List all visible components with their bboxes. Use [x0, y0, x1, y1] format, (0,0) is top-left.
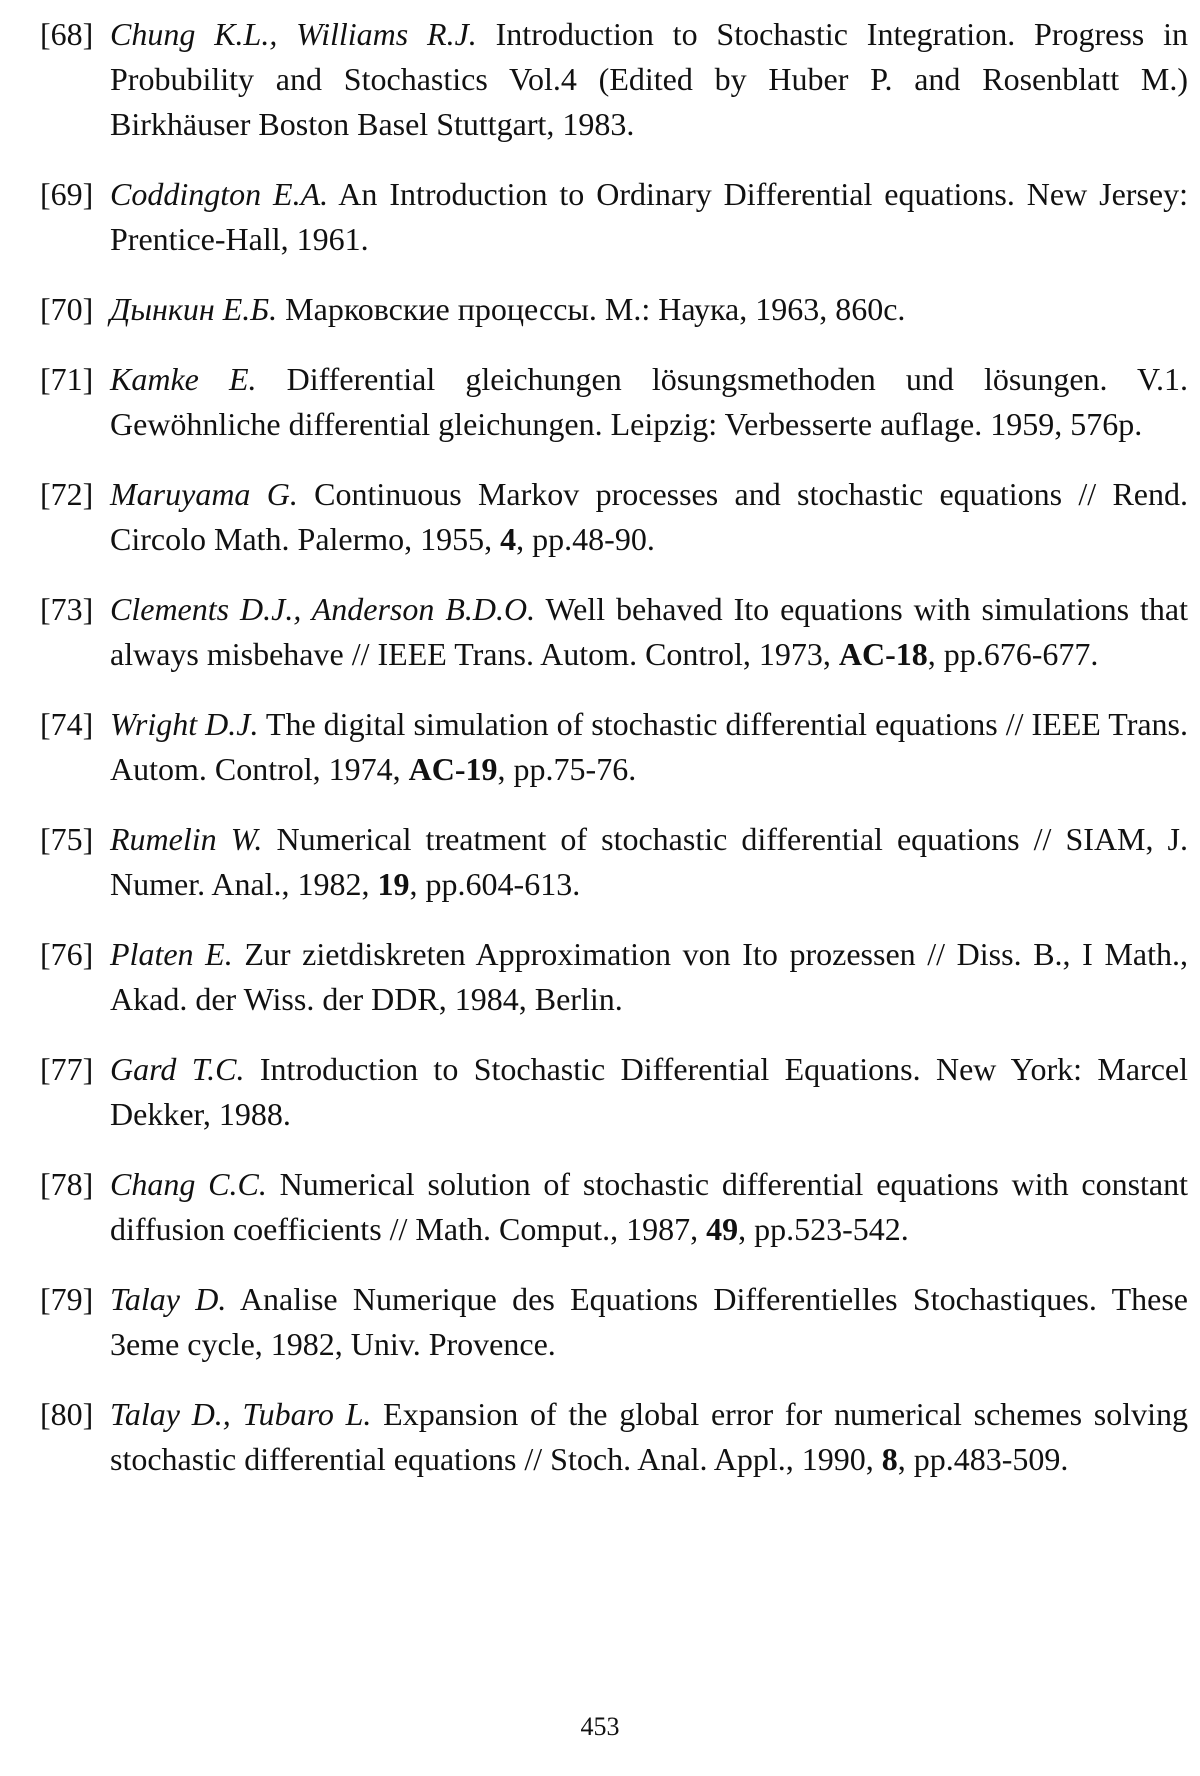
reference-item [40, 1047, 1188, 1137]
reference-authors: Gard T.C. [110, 1051, 245, 1087]
reference-number: [76] [40, 936, 94, 972]
reference-number: [78] [40, 1166, 94, 1202]
reference-pages: , pp.676-677. [927, 636, 1099, 672]
reference-pages: , pp.523-542. [738, 1211, 909, 1247]
reference-number: [68] [40, 16, 94, 52]
reference-authors: Chang C.C. [110, 1166, 267, 1202]
reference-volume: AC-18 [838, 636, 928, 672]
reference-volume: 19 [377, 866, 410, 902]
reference-text: Analise Numerique des Equations Differentielles Stochastiques. These 3eme cycle, 1982, Univ. Provence. [110, 1281, 1189, 1362]
reference-item [40, 287, 1188, 332]
reference-text: Zur zietdiskreten Approximation von Ito prozessen // Diss. B., I Math., Akad. der Wiss. der DDR, 1984, Berlin. [110, 936, 1189, 1017]
reference-authors: Kamke E. [110, 361, 257, 397]
reference-number: [70] [40, 291, 94, 327]
reference-number: [74] [40, 706, 94, 742]
reference-pages: , pp.75-76. [497, 751, 637, 787]
reference-text: Introduction to Stochastic Integration. Progress in Probubility and Stochastics Vol.4 (Edited by Huber P. and Rosenblatt M.) Birkhäuser Boston Basel Stuttgart, 1983. [110, 16, 1188, 142]
reference-number: [73] [40, 591, 94, 627]
reference-authors: Maruyama G. [110, 476, 298, 512]
reference-authors: Rumelin W. [110, 821, 263, 857]
reference-volume: AC-19 [408, 751, 498, 787]
reference-number: [79] [40, 1281, 94, 1317]
reference-number: [75] [40, 821, 94, 857]
reference-text: Differential gleichungen lösungsmethoden und lösungen. V.1. Gewöhnliche differential gleichungen. Leipzig: Verbesserte auflage. 1959, 576p. [110, 361, 1189, 442]
reference-authors: Talay D., Tubaro L. [110, 1396, 372, 1432]
reference-authors: Platen E. [110, 936, 233, 972]
reference-text: Марковские процессы. М.: Наука, 1963, 860с. [277, 291, 906, 327]
reference-number: [80] [40, 1396, 94, 1432]
reference-authors: Дынкин Е.Б. [110, 291, 278, 327]
reference-item [40, 1277, 1188, 1367]
reference-list [40, 12, 1188, 1507]
reference-text: Expansion of the global error for numerical schemes solving stochastic differential equations // Stoch. Anal. Appl., 1990, [110, 1396, 1189, 1477]
reference-authors: Clements D.J., Anderson B.D.O. [110, 591, 536, 627]
reference-text: Numerical solution of stochastic differential equations with constant diffusion coefficients // Math. Comput., 1987, [110, 1166, 1189, 1247]
reference-text: Well behaved Ito equations with simulations that always misbehave // IEEE Trans. Autom. Control, 1973, [110, 591, 1189, 672]
reference-authors: Coddington E.A. [110, 176, 329, 212]
reference-item [40, 587, 1188, 677]
reference-number: [77] [40, 1051, 94, 1087]
reference-text: An Introduction to Ordinary Differential equations. New Jersey: Prentice-Hall, 1961. [110, 176, 1189, 257]
reference-item [40, 1392, 1188, 1482]
reference-pages: , pp.604-613. [409, 866, 581, 902]
reference-volume: 8 [881, 1441, 898, 1477]
reference-item [40, 1162, 1188, 1252]
reference-item [40, 702, 1188, 792]
reference-number: [69] [40, 176, 94, 212]
reference-authors: Chung K.L., Williams R.J. [110, 16, 477, 52]
reference-text: Continuous Markov processes and stochastic equations // Rend. Circolo Math. Palermo, 1955, [110, 476, 1189, 557]
reference-item [40, 472, 1188, 562]
reference-text: The digital simulation of stochastic differential equations // IEEE Trans. Autom. Control, 1974, [110, 706, 1189, 787]
reference-text: Introduction to Stochastic Differential Equations. New York: Marcel Dekker, 1988. [110, 1051, 1189, 1132]
reference-item [40, 817, 1188, 907]
reference-item [40, 357, 1188, 447]
reference-volume: 4 [500, 521, 517, 557]
reference-pages: , pp.48-90. [516, 521, 655, 557]
reference-authors: Wright D.J. [110, 706, 259, 742]
reference-text: Numerical treatment of stochastic differential equations // SIAM, J. Numer. Anal., 1982, [110, 821, 1188, 902]
reference-number: [71] [40, 361, 94, 397]
reference-authors: Talay D. [110, 1281, 227, 1317]
reference-item [40, 932, 1188, 1022]
reference-item [40, 172, 1188, 262]
reference-pages: , pp.483-509. [897, 1441, 1069, 1477]
reference-volume: 49 [706, 1211, 739, 1247]
page-number: 453 [580, 1712, 620, 1741]
reference-number: [72] [40, 476, 94, 512]
reference-item [40, 12, 1188, 147]
